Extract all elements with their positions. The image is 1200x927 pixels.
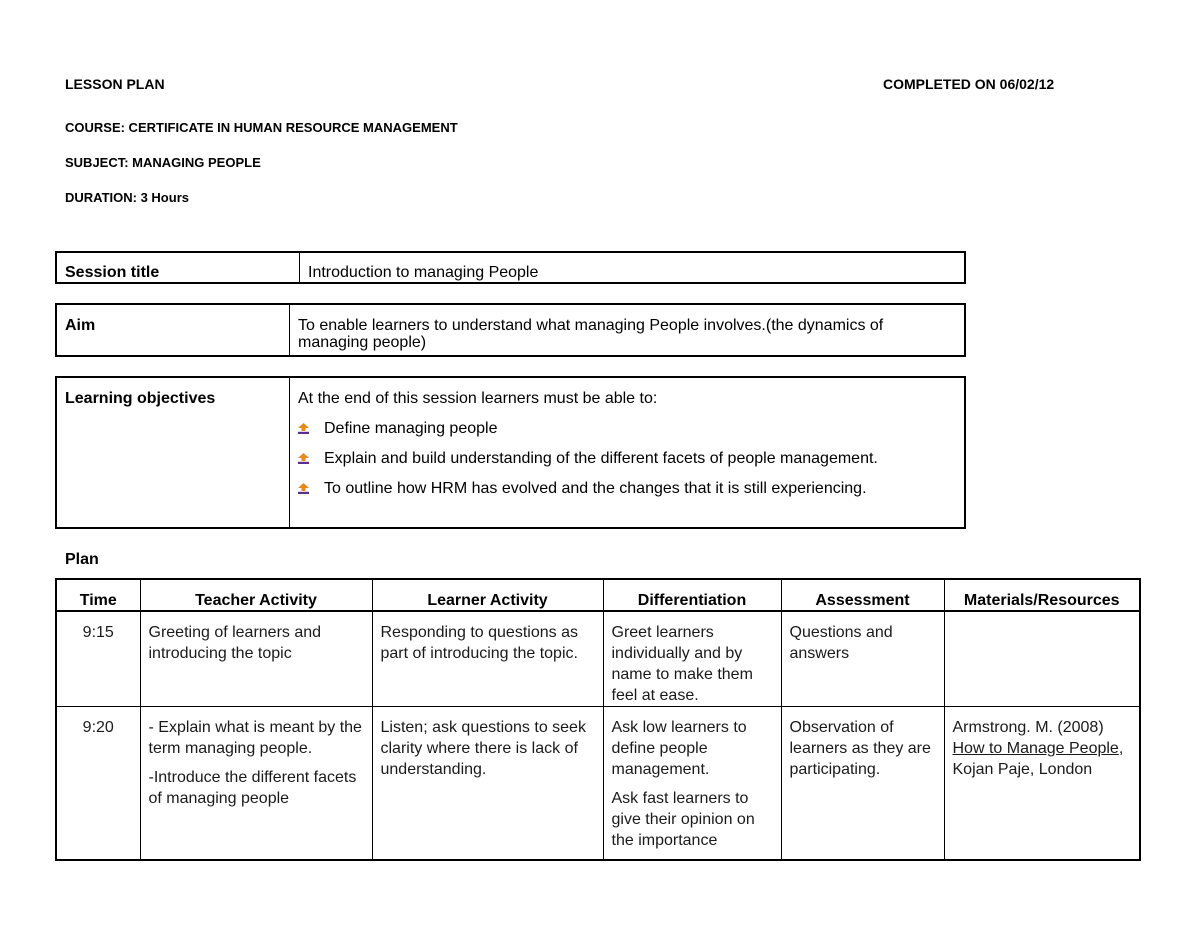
learning-objectives-content: [289, 378, 964, 527]
objective-item: [298, 480, 964, 497]
objective-text: Define managing people: [324, 420, 498, 437]
cell-materials: [944, 611, 1140, 707]
learning-objectives-label: Learning objectives: [65, 390, 216, 407]
column-header-teacher-activity: Teacher Activity: [140, 579, 372, 611]
aim-value: To enable learners to understand what managing People involves.(the dynamics of managing people): [289, 305, 964, 355]
cell-materials: [944, 707, 1140, 860]
column-header-learner-activity: Learner Activity: [372, 579, 603, 611]
plan-heading: Plan: [65, 551, 99, 568]
objective-text: To outline how HRM has evolved and the changes that it is still experiencing.: [324, 480, 867, 497]
differentiation-text: Greet learners individually and by name to make them feel at ease.: [611, 624, 753, 704]
objective-item: [298, 450, 964, 467]
learning-objectives-box: [55, 376, 966, 529]
teacher-activity-text: -Introduce the different facets of managing people: [148, 769, 357, 807]
duration-line: DURATION: 3 Hours: [65, 190, 189, 205]
subject-line: SUBJECT: MANAGING PEOPLE: [65, 155, 261, 170]
column-header-time: Time: [56, 579, 140, 611]
differentiation-text: Ask fast learners to give their opinion on the importance: [611, 790, 755, 849]
cell-time: 9:15: [56, 611, 140, 707]
materials-book-title: How to Manage People: [952, 740, 1119, 757]
aim-box: [55, 303, 966, 357]
objective-text: Explain and build understanding of the different facets of people management.: [324, 450, 878, 467]
cell-learner-activity: Responding to questions as part of introducing the topic.: [372, 611, 603, 707]
teacher-activity-text: - Explain what is meant by the term managing people.: [148, 719, 362, 757]
aim-label: Aim: [65, 317, 96, 334]
session-title-label: Session title: [65, 264, 160, 281]
materials-text: Armstrong. M. (2008): [952, 719, 1104, 736]
objectives-intro: At the end of this session learners must be able to:: [298, 390, 658, 407]
cell-teacher-activity: [140, 611, 372, 707]
teacher-activity-text: Greeting of learners and introducing the topic: [148, 624, 322, 662]
lesson-plan-title: LESSON PLAN: [65, 76, 165, 92]
arrow-bullet-icon: [298, 423, 324, 434]
completed-date: COMPLETED ON 06/02/12: [883, 76, 1055, 92]
plan-header-row: [56, 579, 1140, 611]
cell-time: 9:20: [56, 707, 140, 860]
arrow-bullet-icon: [298, 453, 324, 464]
differentiation-text: Ask low learners to define people management.: [611, 719, 747, 778]
cell-differentiation: [603, 611, 781, 707]
cell-assessment: Observation of learners as they are participating.: [781, 707, 944, 860]
cell-learner-activity: Listen; ask questions to seek clarity where there is lack of understanding.: [372, 707, 603, 860]
objective-item: [298, 420, 964, 437]
course-line: COURSE: CERTIFICATE IN HUMAN RESOURCE MANAGEMENT: [65, 120, 458, 135]
cell-assessment: Questions and answers: [781, 611, 944, 707]
cell-teacher-activity: [140, 707, 372, 860]
column-header-assessment: Assessment: [781, 579, 944, 611]
plan-table: [55, 578, 1141, 861]
column-header-differentiation: Differentiation: [603, 579, 781, 611]
session-title-box: [55, 251, 966, 284]
table-row: [56, 611, 1140, 707]
table-row: [56, 707, 1140, 860]
materials-text: , Kojan Paje, London: [952, 740, 1124, 778]
arrow-bullet-icon: [298, 483, 324, 494]
cell-differentiation: [603, 707, 781, 860]
session-title-value: Introduction to managing People: [299, 253, 964, 282]
column-header-materials: Materials/Resources: [944, 579, 1140, 611]
